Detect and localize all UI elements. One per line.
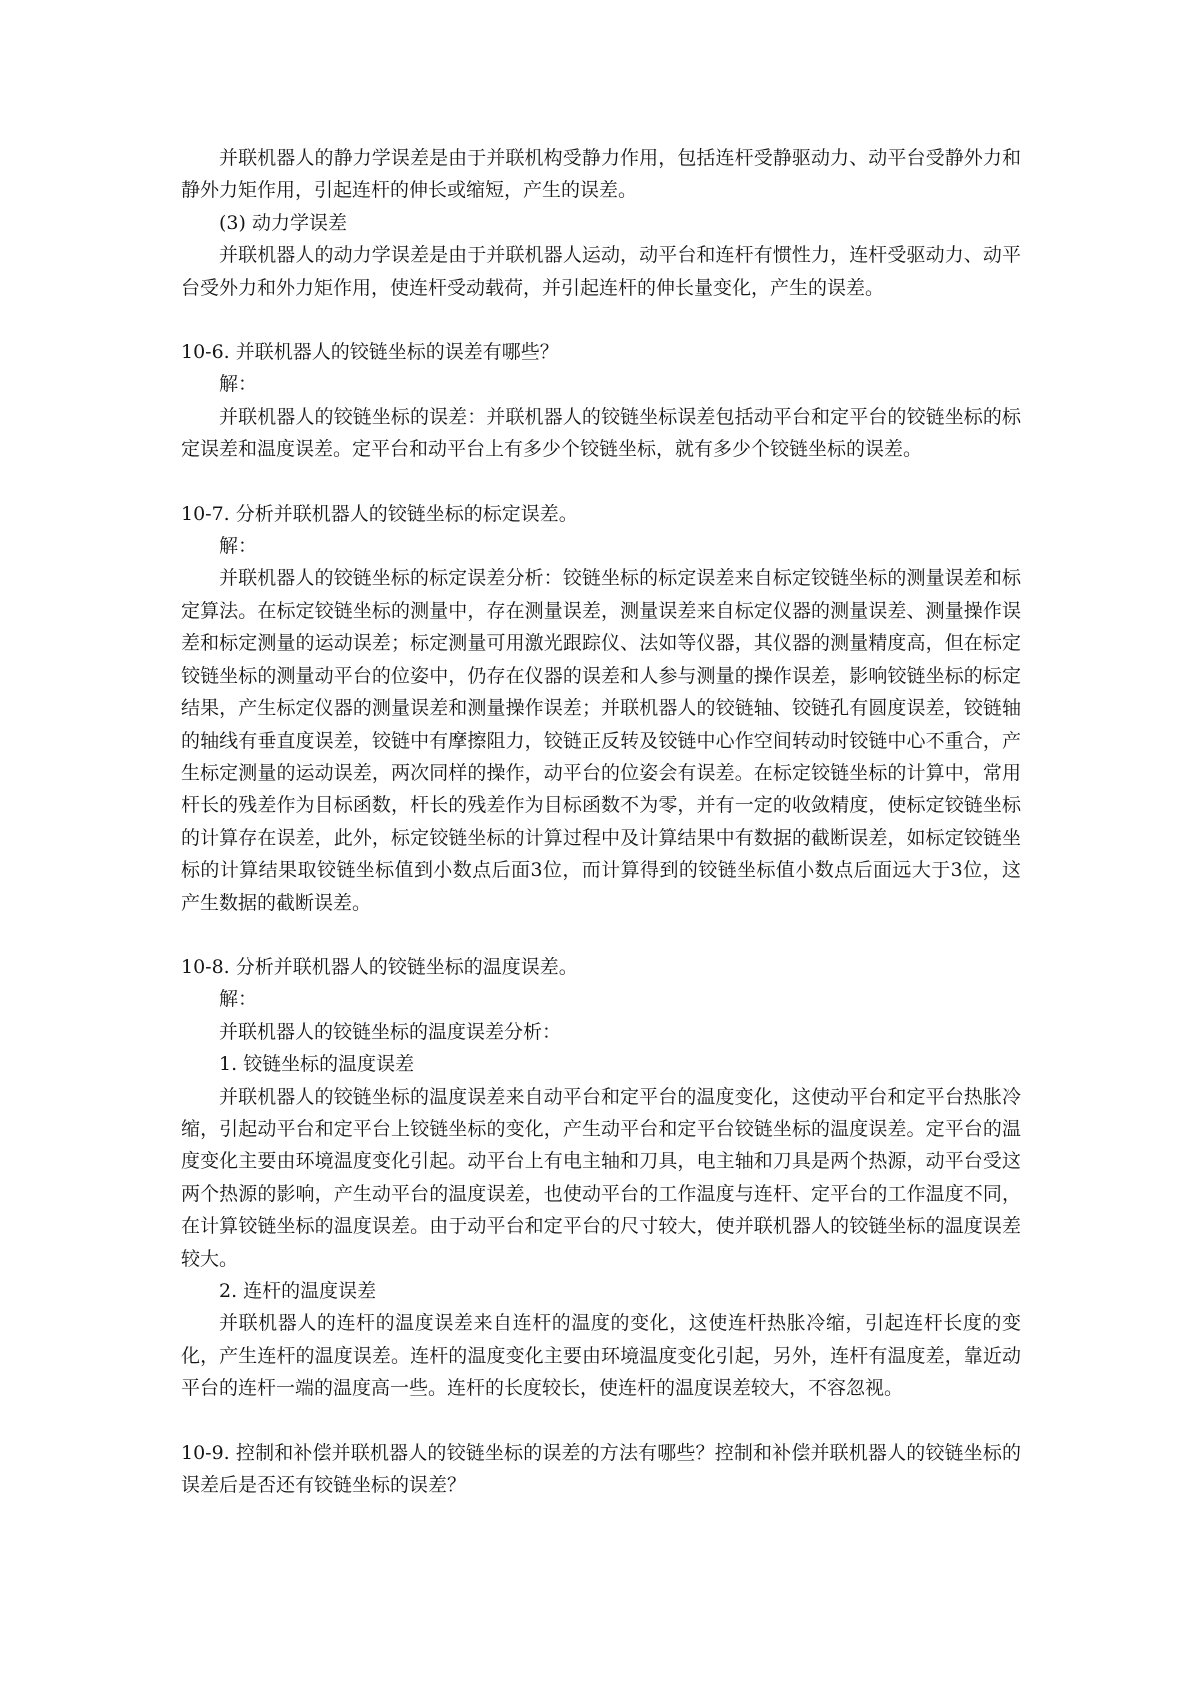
answer-label: 解： — [219, 535, 258, 558]
answer-label: 解： — [219, 988, 258, 1011]
answer-paragraph: 并联机器人的铰链坐标的误差：并联机器人的铰链坐标误差包括动平台和定平台的铰链坐标的标定误差和温度误差。定平台和动平台上有多少个铰链坐标，就有多少个铰链坐标的误差。 — [181, 405, 1021, 461]
question-title: 10-7. 分析并联机器人的铰链坐标的标定误差。 — [181, 502, 578, 525]
question-title: 10-9. 控制和补偿并联机器人的铰链坐标的误差的方法有哪些？控制和补偿并联机器人的铰链坐标的误差后是否还有铰链坐标的误差？ — [181, 1441, 1021, 1497]
answer-intro: 并联机器人的铰链坐标的温度误差分析： — [219, 1020, 562, 1043]
paragraph-static-error: 并联机器人的静力学误差是由于并联机构受静力作用，包括连杆受静驱动力、动平台受静外力和静外力矩作用，引起连杆的伸长或缩短，产生的误差。 — [181, 147, 1021, 202]
answer-paragraph: 并联机器人的连杆的温度误差来自连杆的温度的变化，这使连杆热胀冷缩，引起连杆长度的变化，产生连杆的温度误差。连杆的温度变化主要由环境温度变化引起，另外，连杆有温度差，靠近动平台的连杆一端的温度高一些。连杆的长度较长，使连杆的温度误差较大，不容忽视。 — [181, 1312, 1021, 1400]
question-10-6 — [181, 336, 1021, 466]
answer-paragraph: 并联机器人的铰链坐标的标定误差分析：铰链坐标的标定误差来自标定铰链坐标的测量误差和标定算法。在标定铰链坐标的测量中，存在测量误差，测量误差来自标定仪器的测量误差、测量操作误差和标定测量的运动误差；标定测量可用激光跟踪仪、法如等仪器，其仪器的测量精度高，但在标定铰链坐标的测量动平台的位姿中，仍存在仪器的误差和人参与测量的操作误差，影响铰链坐标的标定结果，产生标定仪器的测量误差和测量操作误差；并联机器人的铰链轴、铰链孔有圆度误差，铰链轴的轴线有垂直度误差，铰链中有摩擦阻力，铰链正反转及铰链中心作空间转动时铰链中心不重合，产生标定测量的运动误差，两次同样的操作，动平台的位姿会有误差。在标定铰链坐标的计算中，常用杆长的残差作为目标函数，杆长的残差作为目标函数不为零，并有一定的收敛精度，使标定铰链坐标的计算存在误差，此外，标定铰链坐标的计算过程中及计算结果中有数据的截断误差，如标定铰链坐标的计算结果取铰链坐标值到小数点后面3位，而计算得到的铰链坐标值小数点后面远大于3位，这产生数据的截断误差。 — [181, 567, 1021, 914]
answer-label: 解： — [219, 373, 258, 396]
question-title: 10-8. 分析并联机器人的铰链坐标的温度误差。 — [181, 955, 578, 978]
question-10-7 — [181, 498, 1021, 919]
paragraph-dynamic-error: 并联机器人的动力学误差是由于并联机器人运动，动平台和连杆有惯性力，连杆受驱动力、动平台受外力和外力矩作用，使连杆受动载荷，并引起连杆的伸长量变化，产生的误差。 — [181, 244, 1021, 299]
document-body — [181, 142, 1021, 1501]
question-10-9 — [181, 1437, 1021, 1502]
answer-paragraph: 并联机器人的铰链坐标的温度误差来自动平台和定平台的温度变化，这使动平台和定平台热胀冷缩，引起动平台和定平台上铰链坐标的变化，产生动平台和定平台铰链坐标的温度误差。定平台的温度变化主要由环境温度变化引起。动平台上有电主轴和刀具，电主轴和刀具是两个热源，动平台受这两个热源的影响，产生动平台的温度误差，也使动平台的工作温度与连杆、定平台的工作温度不同，在计算铰链坐标的温度误差。由于动平台和定平台的尺寸较大，使并联机器人的铰链坐标的温度误差较大。 — [181, 1085, 1021, 1270]
heading-dynamic-error: (3) 动力学误差 — [219, 211, 347, 234]
question-10-8 — [181, 951, 1021, 1405]
subheading-hinge-temperature-error: 1. 铰链坐标的温度误差 — [219, 1053, 415, 1076]
question-title: 10-6. 并联机器人的铰链坐标的误差有哪些？ — [181, 341, 559, 364]
subheading-link-temperature-error: 2. 连杆的温度误差 — [219, 1280, 377, 1302]
